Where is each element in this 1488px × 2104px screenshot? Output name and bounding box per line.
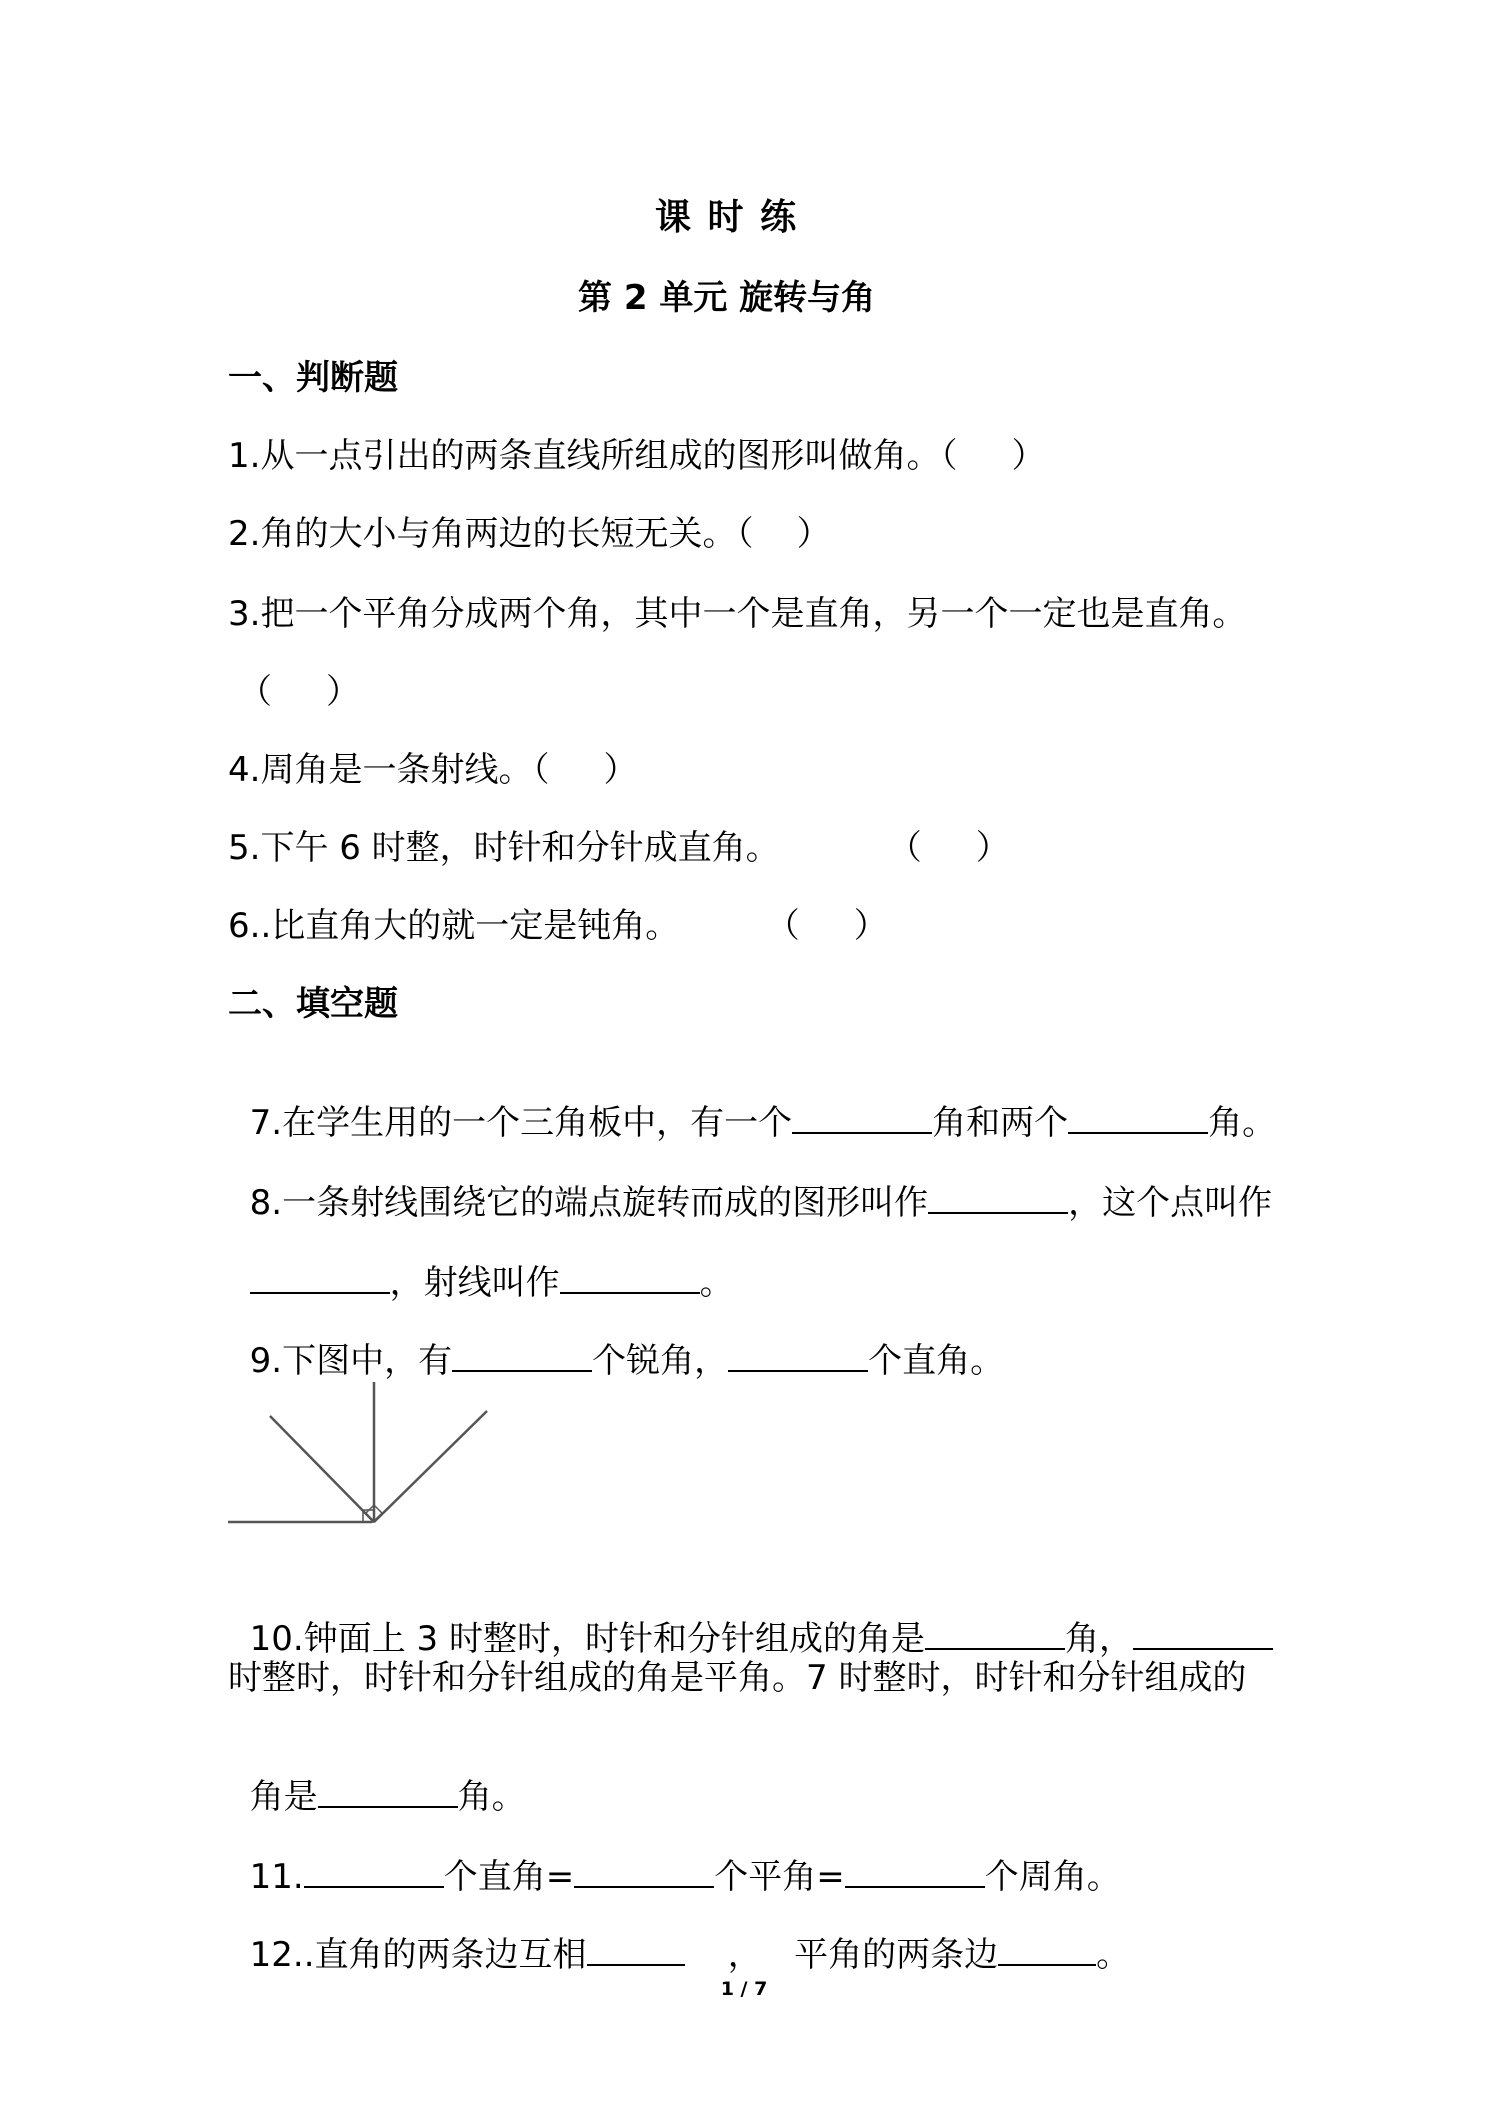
question-12	[228, 1894, 1130, 1975]
question-3: 3.把一个平角分成两个角，其中一个是直角，另一个一定也是直角。	[228, 594, 1247, 634]
question-11-text-c: 个平角=	[714, 1857, 845, 1897]
page-title: 课 时 练	[655, 197, 799, 238]
answer-blank[interactable]	[318, 1776, 458, 1808]
answer-blank[interactable]	[304, 1856, 444, 1888]
question-12-text-c: 。	[1096, 1935, 1131, 1975]
question-8-text-b: ，这个点叫作	[1068, 1183, 1273, 1223]
question-11-text-d: 个周角。	[984, 1857, 1121, 1897]
question-11-text-b: 个直角=	[443, 1857, 575, 1897]
question-3-answer-paren: （ ）	[238, 672, 361, 712]
question-8-text-c: ，射线叫作	[389, 1263, 560, 1303]
question-9	[228, 1300, 1004, 1381]
question-10-text-d: 角是	[249, 1777, 318, 1817]
question-6: 6..比直角大的就一定是钝角。 （ ）	[228, 906, 888, 946]
question-9-text-c: 个直角。	[868, 1341, 1005, 1381]
unit-title: 第 2 单元 旋转与角	[578, 278, 876, 318]
question-11	[228, 1816, 1121, 1897]
answer-blank[interactable]	[574, 1856, 714, 1888]
answer-blank[interactable]	[1133, 1618, 1273, 1650]
question-10-line-2: 时整时，时针和分针组成的角是平角。7 时整时，时针和分针组成的	[228, 1658, 1247, 1698]
section-heading-fill-blank: 二、填空题	[228, 984, 398, 1024]
section-heading-judgement: 一、判断题	[228, 358, 398, 398]
question-4: 4.周角是一条射线。（ ）	[228, 750, 638, 790]
question-1: 1.从一点引出的两条直线所组成的图形叫做角。（ ）	[228, 436, 1046, 476]
question-7-text-c: 角。	[1208, 1103, 1277, 1143]
answer-blank[interactable]	[1068, 1102, 1208, 1134]
answer-blank[interactable]	[792, 1102, 932, 1134]
question-8-line-1	[228, 1142, 1272, 1223]
answer-blank[interactable]	[998, 1934, 1096, 1966]
answer-blank[interactable]	[560, 1262, 700, 1294]
question-10-line-1	[228, 1578, 1273, 1659]
question-8-text-a: 8.一条射线围绕它的端点旋转而成的图形叫作	[249, 1183, 929, 1223]
answer-blank[interactable]	[587, 1934, 685, 1966]
right-diagonal-ray	[374, 1411, 487, 1522]
question-11-text-a: 11.	[249, 1857, 304, 1897]
question-9-text-b: 个锐角，	[592, 1341, 729, 1381]
answer-blank[interactable]	[845, 1856, 985, 1888]
question-7-text-a: 7.在学生用的一个三角板中，有一个	[249, 1103, 793, 1143]
left-diagonal-ray	[270, 1416, 374, 1522]
question-7-text-b: 角和两个	[932, 1103, 1069, 1143]
question-10-text-b: 角，	[1064, 1619, 1133, 1659]
answer-blank[interactable]	[728, 1340, 868, 1372]
question-10-text-e: 角。	[457, 1777, 526, 1817]
question-12-text-a: 12..直角的两条边互相	[249, 1935, 587, 1975]
question-2: 2.角的大小与角两边的长短无关。（ ）	[228, 514, 831, 554]
angle-figure	[224, 1378, 504, 1528]
answer-blank[interactable]	[452, 1340, 592, 1372]
question-9-text-a: 9.下图中，有	[249, 1341, 453, 1381]
question-12-text-b: ， 平角的两条边	[684, 1935, 999, 1975]
question-7	[228, 1062, 1276, 1143]
question-8-text-d: 。	[699, 1263, 734, 1303]
question-10-text-a: 10.钟面上 3 时整时，时针和分针组成的角是	[249, 1619, 925, 1659]
question-8-line-2	[228, 1222, 734, 1303]
answer-blank[interactable]	[928, 1182, 1068, 1214]
answer-blank[interactable]	[250, 1262, 390, 1294]
answer-blank[interactable]	[925, 1618, 1065, 1650]
page-number: 1 / 7	[720, 1978, 768, 2000]
question-10-line-3	[228, 1736, 526, 1817]
question-5: 5.下午 6 时整，时针和分针成直角。 （ ）	[228, 828, 1010, 868]
